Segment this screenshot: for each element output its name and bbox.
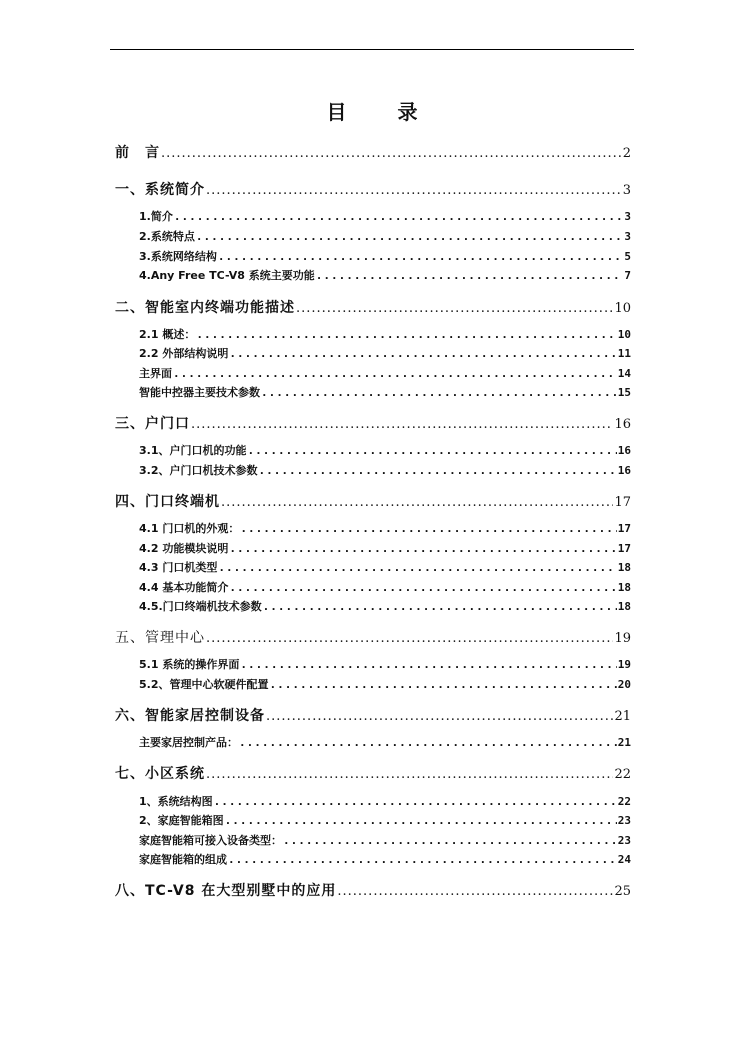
toc-dot-leader <box>259 464 617 477</box>
toc-section-entry[interactable] <box>139 208 631 224</box>
toc-dot-leader <box>229 581 616 594</box>
toc-page-number: 23 <box>617 834 631 847</box>
toc-dot-leader <box>229 347 616 360</box>
toc-section-entry[interactable] <box>139 345 631 361</box>
toc-entry-label: 2.2 外部结构说明 <box>139 347 229 360</box>
toc-dot-leader <box>161 146 622 161</box>
toc-page-number: 18 <box>617 581 631 594</box>
toc-chapter-entry[interactable] <box>115 491 631 511</box>
toc-section-entry[interactable] <box>139 462 631 478</box>
toc-dot-leader <box>248 444 617 457</box>
toc-page-number: 21 <box>614 709 631 724</box>
toc-dot-leader <box>337 884 613 899</box>
toc-section-entry[interactable] <box>139 520 631 536</box>
toc-dot-leader <box>218 250 624 263</box>
toc-dot-leader <box>191 417 613 432</box>
toc-entry-label: 4.2 功能模块说明 <box>139 542 229 555</box>
toc-page-number: 24 <box>617 853 631 866</box>
toc-page-number: 25 <box>614 884 631 899</box>
toc-entry-label: 六、智能家居控制设备 <box>115 708 265 724</box>
toc-dot-leader <box>263 600 617 613</box>
toc-page-number: 23 <box>617 814 631 827</box>
toc-section-entry[interactable] <box>139 598 631 614</box>
toc-dot-leader <box>196 328 616 341</box>
toc-entry-label: 5.1 系统的操作界面 <box>139 658 240 671</box>
toc-page-number: 10 <box>614 301 631 316</box>
toc-entry-label: 2.系统特点 <box>139 230 195 243</box>
toc-page-number: 19 <box>614 631 631 646</box>
toc-entry-label: 2、家庭智能箱图 <box>139 814 224 827</box>
toc-entry-label: 2.1 概述： <box>139 328 196 341</box>
toc-entry-label: 前 言 <box>115 145 160 161</box>
toc-page-number: 10 <box>617 328 631 341</box>
toc-entry-label: 主界面 <box>139 367 172 380</box>
toc-dot-leader <box>240 522 616 535</box>
toc-section-entry[interactable] <box>139 851 631 867</box>
toc-section-entry[interactable] <box>139 832 631 848</box>
toc-section-entry[interactable] <box>139 812 631 828</box>
toc-entry-label: 三、户门口 <box>115 416 190 432</box>
toc-page-number: 19 <box>617 658 631 671</box>
toc-page-number: 17 <box>617 522 631 535</box>
toc-page-number: 17 <box>614 495 631 510</box>
toc-page-number: 3 <box>624 210 631 223</box>
toc-dot-leader <box>206 631 613 646</box>
toc-chapter-entry[interactable] <box>115 297 631 317</box>
toc-chapter-entry[interactable] <box>115 142 631 162</box>
toc-dot-leader <box>316 269 624 282</box>
toc-page-number: 16 <box>614 417 631 432</box>
toc-section-entry[interactable] <box>139 326 631 342</box>
toc-section-entry[interactable] <box>139 228 631 244</box>
toc-chapter-entry[interactable] <box>115 627 631 647</box>
toc-dot-leader <box>239 736 617 749</box>
toc-section-entry[interactable] <box>139 676 631 692</box>
toc-page-number: 2 <box>622 146 631 161</box>
toc-section-entry[interactable] <box>139 267 631 283</box>
toc-section-entry[interactable] <box>139 365 631 381</box>
toc-entry-label: 家庭智能箱的组成 <box>139 853 227 866</box>
toc-page-number: 3 <box>622 183 631 198</box>
toc-dot-leader <box>266 709 613 724</box>
toc-page-number: 11 <box>617 347 631 360</box>
toc-dot-leader <box>283 834 617 847</box>
toc-dot-leader <box>225 814 617 827</box>
toc-page-number: 5 <box>624 250 631 263</box>
toc-page-number: 7 <box>624 269 631 282</box>
toc-dot-leader <box>206 767 613 782</box>
toc-chapter-entry[interactable] <box>115 705 631 725</box>
toc-entry-label: 3.1、户门口机的功能 <box>139 444 247 457</box>
toc-entry-label: 家庭智能箱可接入设备类型： <box>139 834 282 847</box>
toc-page-number: 3 <box>624 230 631 243</box>
toc-section-entry[interactable] <box>139 793 631 809</box>
toc-entry-label: 4.5.门口终端机技术参数 <box>139 600 262 613</box>
toc-page-number: 17 <box>617 542 631 555</box>
toc-entry-label: 七、小区系统 <box>115 766 205 782</box>
toc-page-number: 16 <box>617 464 631 477</box>
toc-entry-label: 1.简介 <box>139 210 173 223</box>
toc-entry-label: 5.2、管理中心软硬件配置 <box>139 678 269 691</box>
toc-dot-leader <box>228 853 617 866</box>
toc-section-entry[interactable] <box>139 734 631 750</box>
toc-dot-leader <box>214 795 617 808</box>
toc-section-entry[interactable] <box>139 442 631 458</box>
toc-page-number: 22 <box>614 767 631 782</box>
toc-page-number: 14 <box>617 367 631 380</box>
toc-dot-leader <box>218 561 616 574</box>
toc-entry-label: 3.2、户门口机技术参数 <box>139 464 258 477</box>
toc-dot-leader <box>173 367 617 380</box>
toc-entry-label: 二、智能室内终端功能描述 <box>115 300 295 316</box>
toc-dot-leader <box>206 183 622 198</box>
toc-page-number: 18 <box>617 600 631 613</box>
toc-dot-leader <box>240 658 616 671</box>
toc-dot-leader <box>229 542 616 555</box>
toc-page-number: 15 <box>617 386 631 399</box>
toc-page-number: 18 <box>617 561 631 574</box>
toc-entry-label: 3.系统网络结构 <box>139 250 217 263</box>
toc-section-entry[interactable] <box>139 540 631 556</box>
toc-section-entry[interactable] <box>139 579 631 595</box>
toc-dot-leader <box>296 301 613 316</box>
toc-entry-label: 五、管理中心 <box>115 630 205 646</box>
toc-section-entry[interactable] <box>139 656 631 672</box>
toc-entry-label: 4.4 基本功能简介 <box>139 581 229 594</box>
toc-dot-leader <box>261 386 617 399</box>
toc-page-number: 20 <box>617 678 631 691</box>
toc-dot-leader <box>221 495 613 510</box>
toc-dot-leader <box>174 210 624 223</box>
toc-chapter-entry[interactable] <box>115 179 631 199</box>
page-title: 目 录 <box>326 100 440 124</box>
toc-entry-label: 智能中控器主要技术参数 <box>139 386 260 399</box>
toc-entry-label: 4.1 门口机的外观： <box>139 522 240 535</box>
toc-section-entry[interactable] <box>139 559 631 575</box>
toc-dot-leader <box>270 678 617 691</box>
toc-entry-label: 八、TC-V8 在大型别墅中的应用 <box>115 883 337 899</box>
toc-page-number: 22 <box>617 795 631 808</box>
toc-page-number: 16 <box>617 444 631 457</box>
toc-entry-label: 主要家居控制产品： <box>139 736 238 749</box>
toc-chapter-entry[interactable] <box>115 880 631 900</box>
toc-dot-leader <box>196 230 624 243</box>
toc-chapter-entry[interactable] <box>115 413 631 433</box>
toc-section-entry[interactable] <box>139 384 631 400</box>
toc-page-number: 21 <box>617 736 631 749</box>
toc-entry-label: 4.Any Free TC-V8 系统主要功能 <box>139 269 315 282</box>
toc-entry-label: 1、系统结构图 <box>139 795 213 808</box>
toc-section-entry[interactable] <box>139 248 631 264</box>
toc-entry-label: 4.3 门口机类型 <box>139 561 218 574</box>
toc-entry-label: 一、系统简介 <box>115 182 205 198</box>
toc-entry-label: 四、门口终端机 <box>115 494 220 510</box>
toc-chapter-entry[interactable] <box>115 763 631 783</box>
